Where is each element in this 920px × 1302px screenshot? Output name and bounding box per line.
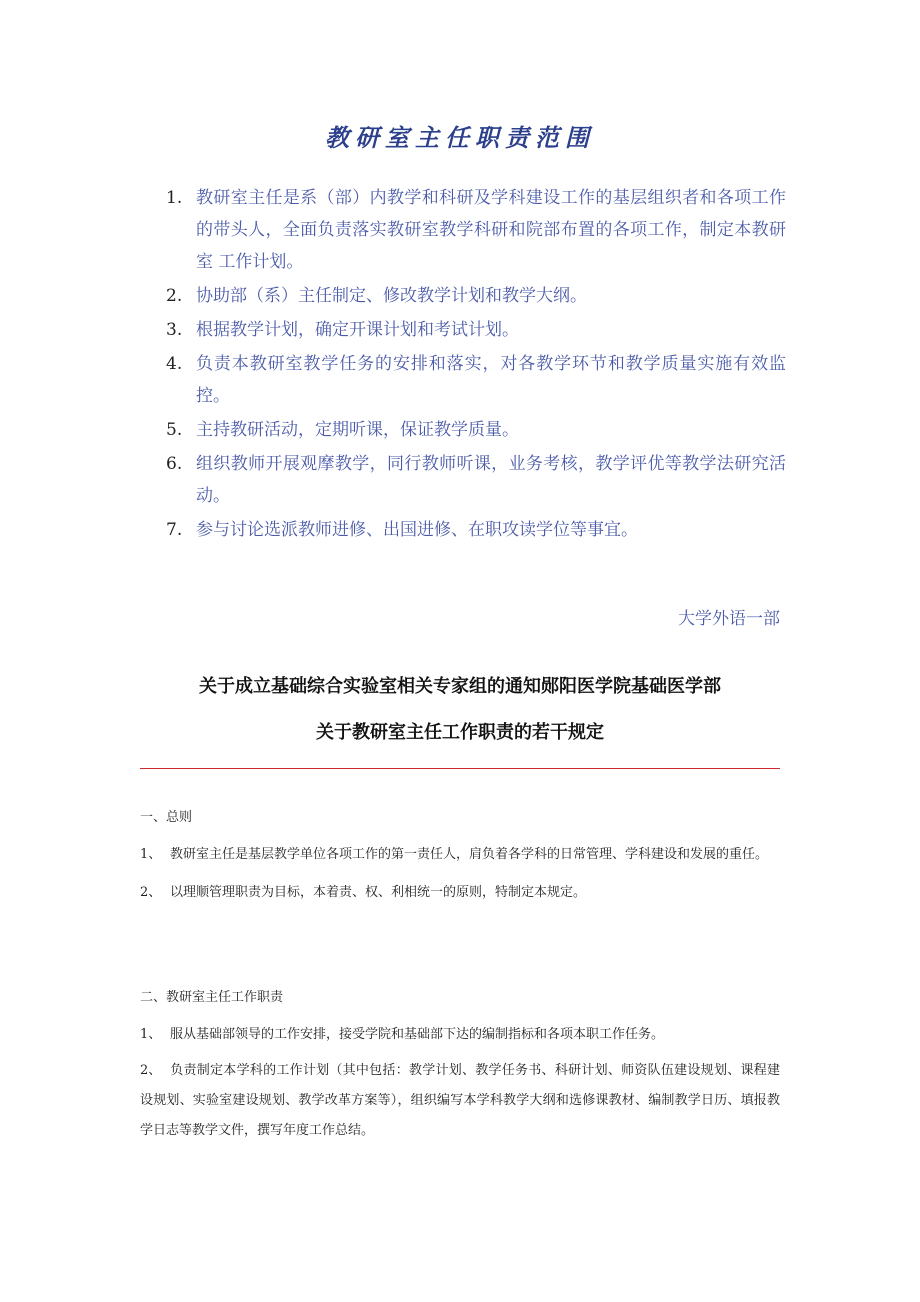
duty-text: 协助部（系）主任制定、修改教学计划和教学大纲。	[196, 286, 587, 306]
notice-title-line-2: 关于教研室主任工作职责的若干规定	[316, 722, 604, 743]
duty-text: 参与讨论选派教师进修、出国进修、在职攻读学位等事宜。	[196, 520, 638, 540]
section-item	[140, 1020, 780, 1050]
duty-item-2	[166, 280, 786, 312]
document-title: 教研室主任职责范围	[325, 123, 595, 152]
duty-number: 5.	[166, 420, 183, 440]
section-item	[140, 1056, 780, 1146]
section-general	[140, 808, 780, 908]
item-number: 2、	[140, 1063, 162, 1078]
item-number: 1、	[140, 1027, 162, 1042]
notice-title-line-1: 关于成立基础综合实验室相关专家组的通知郧阳医学院基础医学部	[199, 676, 721, 697]
item-text: 服从基础部领导的工作安排，接受学院和基础部下达的编制指标和各项本职工作任务。	[170, 1027, 665, 1042]
red-divider	[140, 768, 780, 769]
duty-text: 根据教学计划，确定开课计划和考试计划。	[196, 320, 519, 340]
duty-number: 7.	[166, 520, 183, 540]
duty-number: 4.	[166, 354, 183, 374]
item-number: 2、	[140, 885, 162, 900]
duty-number: 1.	[166, 188, 183, 208]
section-heading: 一、总则	[140, 810, 193, 825]
duty-item-6	[166, 448, 786, 512]
item-text: 以理顺管理职责为目标，本着责、权、利相统一的原则，特制定本规定。	[170, 885, 587, 900]
duty-item-7	[166, 514, 786, 546]
section-heading: 二、教研室主任工作职责	[140, 990, 284, 1005]
duty-list	[166, 182, 786, 548]
item-text: 负责制定本学科的工作计划（其中包括：教学计划、教学任务书、科研计划、师资队伍建设规划、课程建设规划、实验室建设规划、教学改革方案等），组织编写本学科教学大纲和选修课教材、编制教学日历、填报教学日志等教学文件，撰写年度工作总结。	[140, 1063, 780, 1138]
duty-text: 教研室主任是系（部）内教学和科研及学科建设工作的基层组织者和各项工作的带头人，全面负责落实教研室教学科研和院部布置的各项工作，制定本教研室 工作计划。	[196, 188, 786, 272]
duty-text: 主持教研活动，定期听课，保证教学质量。	[196, 420, 519, 440]
section-item	[140, 878, 780, 908]
duty-item-4	[166, 348, 786, 412]
duty-item-1	[166, 182, 786, 278]
duty-number: 2.	[166, 286, 183, 306]
duty-number: 6.	[166, 454, 183, 474]
duty-text: 负责本教研室教学任务的安排和落实，对各教学环节和教学质量实施有效监控。	[196, 354, 786, 406]
duty-number: 3.	[166, 320, 183, 340]
section-duties	[140, 988, 780, 1146]
item-text: 教研室主任是基层教学单位各项工作的第一责任人，肩负着各学科的日常管理、学科建设和发展的重任。	[170, 847, 769, 862]
item-number: 1、	[140, 847, 162, 862]
section-item	[140, 840, 780, 870]
signature: 大学外语一部	[678, 609, 780, 629]
duty-text: 组织教师开展观摩教学，同行教师听课，业务考核，教学评优等教学法研究活动。	[196, 454, 786, 506]
duty-item-3	[166, 314, 786, 346]
duty-item-5	[166, 414, 786, 446]
